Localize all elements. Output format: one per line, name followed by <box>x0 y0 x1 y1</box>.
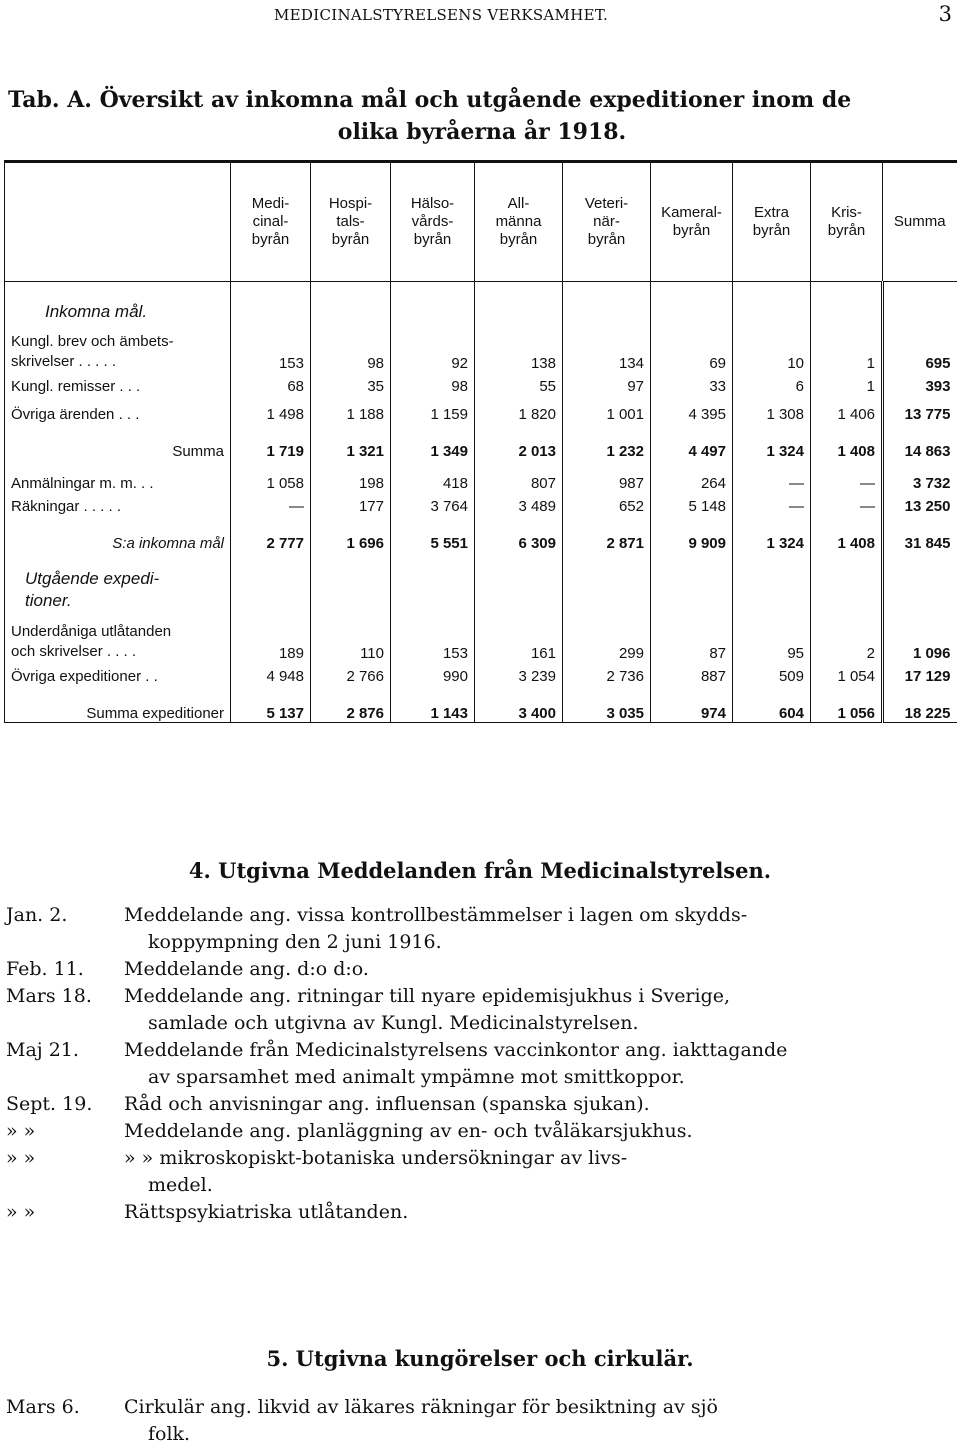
table-cell: 3 400 <box>475 690 563 723</box>
entry-text <box>124 956 960 983</box>
entry-text <box>124 1199 960 1226</box>
table-row <box>5 322 957 372</box>
table-cell: 652 <box>563 492 651 520</box>
column-header: Kris- byrån <box>811 162 883 282</box>
row-sum-cell <box>883 282 957 323</box>
table-cell: 1 324 <box>733 520 811 552</box>
table-cell: 98 <box>391 372 475 400</box>
entry-text-line2: samlade och utgivna av Kungl. Medicinalstyrelsen. <box>148 1012 639 1034</box>
table-cell: 2 736 <box>563 662 651 690</box>
table-cell: 5 137 <box>231 690 311 723</box>
row-sum-cell: 1 096 <box>883 612 957 662</box>
table-cell <box>311 552 391 612</box>
table-cell: 198 <box>311 460 391 492</box>
table-cell: 161 <box>475 612 563 662</box>
list-item <box>0 1199 960 1226</box>
table-cell: 1 321 <box>311 428 391 460</box>
table-cell: 1 349 <box>391 428 475 460</box>
entry-date: Sept. 19. <box>6 1093 93 1115</box>
table-cell: 5 148 <box>651 492 733 520</box>
table-cell <box>475 552 563 612</box>
table-cell: 68 <box>231 372 311 400</box>
row-sum-cell <box>883 552 957 612</box>
entry-date: » » <box>6 1120 36 1142</box>
table-cell: 1 188 <box>311 400 391 428</box>
table-cell <box>733 552 811 612</box>
table-cell: — <box>733 460 811 492</box>
row-label: Inkomna mål. <box>5 282 231 323</box>
list-item <box>0 1118 960 1145</box>
row-label: Anmälningar m. m. . . <box>5 460 231 492</box>
column-header: Extra byrån <box>733 162 811 282</box>
table-cell: 1 719 <box>231 428 311 460</box>
table-cell: 604 <box>733 690 811 723</box>
table-cell <box>311 282 391 323</box>
table-cell: 1 159 <box>391 400 475 428</box>
table-cell <box>475 282 563 323</box>
table-cell: 299 <box>563 612 651 662</box>
table-cell: 987 <box>563 460 651 492</box>
row-label: Övriga ärenden . . . <box>5 400 231 428</box>
entry-text <box>124 902 960 956</box>
list-item <box>0 902 960 956</box>
table-cell: 5 551 <box>391 520 475 552</box>
table-cell: — <box>733 492 811 520</box>
section5-heading: 5. Utgivna kungörelser och cirkulär. <box>266 1346 694 1371</box>
row-label: Underdåniga utlåtanden och skrivelser . . . . <box>5 612 231 662</box>
entry-text-line1: Meddelande från Medicinalstyrelsens vaccinkontor ang. iakttagande <box>124 1039 788 1061</box>
row-sum-cell: 695 <box>883 322 957 372</box>
entry-text <box>124 983 960 1037</box>
row-sum-cell: 13 250 <box>883 492 957 520</box>
entry-text-line1: Meddelande ang. ritningar till nyare epidemisjukhus i Sverige, <box>124 985 731 1007</box>
summa-row <box>5 428 957 460</box>
table-cell: 2 777 <box>231 520 311 552</box>
table-cell <box>391 552 475 612</box>
list-item <box>0 956 960 983</box>
entry-text-line1: Meddelande ang. vissa kontrollbestämmelser i lagen om skydds- <box>124 904 748 926</box>
table-cell: 974 <box>651 690 733 723</box>
column-header: All- männa byrån <box>475 162 563 282</box>
section-row-outgoing <box>5 552 957 612</box>
section4-heading: 4. Utgivna Meddelanden från Medicinalstyrelsen. <box>188 858 772 883</box>
entry-date: » » <box>6 1201 36 1223</box>
table-cell: 4 948 <box>231 662 311 690</box>
row-sum-cell: 393 <box>883 372 957 400</box>
table-cell: 1 406 <box>811 400 883 428</box>
table-cell: 3 035 <box>563 690 651 723</box>
table-cell: 1 232 <box>563 428 651 460</box>
page-number: 3 <box>938 2 952 26</box>
column-header: Medi- cinal- byrån <box>231 162 311 282</box>
table-cell: 1 308 <box>733 400 811 428</box>
table-title-line2: olika byråerna år 1918. <box>337 119 627 145</box>
entry-text-line1: Cirkulär ang. likvid av läkares räkningar för besiktning av sjö <box>124 1396 718 1418</box>
table-cell: 6 309 <box>475 520 563 552</box>
table-row <box>5 400 957 428</box>
row-sum-cell: 31 845 <box>883 520 957 552</box>
table-cell <box>811 552 883 612</box>
table-cell: — <box>811 492 883 520</box>
section5-list <box>0 1394 960 1448</box>
table-cell <box>651 552 733 612</box>
column-header: Veteri- när- byrån <box>563 162 651 282</box>
running-title: MEDICINALSTYRELSENS VERKSAMHET. <box>274 6 609 24</box>
table-cell: 2 876 <box>311 690 391 723</box>
entry-text <box>124 1091 960 1118</box>
table-cell: 887 <box>651 662 733 690</box>
row-label: Kungl. brev och ämbets- skrivelser . . . . . <box>5 322 231 372</box>
table-cell: 189 <box>231 612 311 662</box>
table-row <box>5 612 957 662</box>
column-header: Kameral- byrån <box>651 162 733 282</box>
table-cell: 1 056 <box>811 690 883 723</box>
table-cell <box>231 552 311 612</box>
header-stub <box>5 162 231 282</box>
entry-date: Mars 6. <box>6 1396 80 1418</box>
row-sum-cell: 18 225 <box>883 690 957 723</box>
table-cell: 4 497 <box>651 428 733 460</box>
section-row-incoming <box>5 282 957 323</box>
column-header: Summa <box>883 162 957 282</box>
row-sum-cell: 13 775 <box>883 400 957 428</box>
table-cell: 138 <box>475 322 563 372</box>
table-cell <box>563 282 651 323</box>
table-row <box>5 460 957 492</box>
list-item <box>0 1091 960 1118</box>
table-cell: 1 <box>811 372 883 400</box>
table-body <box>5 282 957 723</box>
table-cell: 1 408 <box>811 520 883 552</box>
entry-text <box>124 1394 960 1448</box>
list-item <box>0 1145 960 1199</box>
entry-text <box>124 1145 960 1199</box>
row-label: Övriga expeditioner . . <box>5 662 231 690</box>
row-label: Kungl. remisser . . . <box>5 372 231 400</box>
table-cell: 418 <box>391 460 475 492</box>
table-cell: 2 766 <box>311 662 391 690</box>
table-cell: 3 239 <box>475 662 563 690</box>
table-cell: 2 <box>811 612 883 662</box>
table-cell: 264 <box>651 460 733 492</box>
table-cell: 509 <box>733 662 811 690</box>
table-title <box>8 84 956 148</box>
table-cell: 134 <box>563 322 651 372</box>
table-cell: 2 013 <box>475 428 563 460</box>
table-cell: 1 058 <box>231 460 311 492</box>
table-cell <box>231 282 311 323</box>
entry-text-line1: Meddelande ang. planläggning av en- och tvåläkarsjukhus. <box>124 1120 693 1142</box>
table-cell <box>733 282 811 323</box>
entry-date: Feb. 11. <box>6 958 84 980</box>
running-header <box>0 2 960 30</box>
list-item <box>0 1394 960 1448</box>
entry-text-line1: Rättspsykiatriska utlåtanden. <box>124 1201 409 1223</box>
table-cell: 3 489 <box>475 492 563 520</box>
entry-text-line2: koppympning den 2 juni 1916. <box>148 931 442 953</box>
total-outgoing-row <box>5 690 957 723</box>
table-cell: 4 395 <box>651 400 733 428</box>
table-cell: 69 <box>651 322 733 372</box>
entry-text-line1: » » mikroskopiskt-botaniska undersökningar av livs- <box>124 1147 628 1169</box>
table-cell: 153 <box>231 322 311 372</box>
table-cell: 2 871 <box>563 520 651 552</box>
table-cell: 1 001 <box>563 400 651 428</box>
table-cell: 97 <box>563 372 651 400</box>
list-item <box>0 983 960 1037</box>
entry-text-line1: Meddelande ang. d:o d:o. <box>124 958 369 980</box>
table-row <box>5 492 957 520</box>
table-cell: 95 <box>733 612 811 662</box>
table-cell <box>563 552 651 612</box>
table-cell: 1 054 <box>811 662 883 690</box>
table-row <box>5 662 957 690</box>
row-sum-cell: 14 863 <box>883 428 957 460</box>
table-cell: 807 <box>475 460 563 492</box>
table-cell: 177 <box>311 492 391 520</box>
row-label: S:a inkomna mål <box>5 520 231 552</box>
entry-text-line2: folk. <box>148 1423 191 1445</box>
entry-text-line1: Råd och anvisningar ang. influensan (spanska sjukan). <box>124 1093 650 1115</box>
table-cell: 1 498 <box>231 400 311 428</box>
entry-date: » » <box>6 1147 36 1169</box>
table-cell: 98 <box>311 322 391 372</box>
table-cell: 110 <box>311 612 391 662</box>
table-cell: 1 324 <box>733 428 811 460</box>
entry-text <box>124 1118 960 1145</box>
entry-text-line2: av sparsamhet med animalt ympämne mot smittkoppor. <box>148 1066 685 1088</box>
table-cell: 3 764 <box>391 492 475 520</box>
table-cell: 6 <box>733 372 811 400</box>
overview-table <box>4 160 957 723</box>
table-cell: 92 <box>391 322 475 372</box>
table-cell <box>811 282 883 323</box>
table-header-row <box>5 162 957 282</box>
row-label: Räkningar . . . . . <box>5 492 231 520</box>
entry-text <box>124 1037 960 1091</box>
table-cell: 153 <box>391 612 475 662</box>
column-header: Hälso- vårds- byrån <box>391 162 475 282</box>
table-cell: 10 <box>733 322 811 372</box>
entry-text-line2: medel. <box>148 1174 213 1196</box>
section4-list <box>0 902 960 1226</box>
table-cell <box>391 282 475 323</box>
table-title-line1: Tab. A. Översikt av inkomna mål och utgående expeditioner inom de <box>8 87 852 113</box>
table-cell: 55 <box>475 372 563 400</box>
table-cell: 87 <box>651 612 733 662</box>
row-label: Summa <box>5 428 231 460</box>
table-cell: 990 <box>391 662 475 690</box>
table-cell: 9 909 <box>651 520 733 552</box>
entry-date: Maj 21. <box>6 1039 79 1061</box>
table-cell: 33 <box>651 372 733 400</box>
row-sum-cell: 17 129 <box>883 662 957 690</box>
row-label: Summa expeditioner <box>5 690 231 723</box>
entry-date: Jan. 2. <box>6 904 68 926</box>
table-cell: — <box>231 492 311 520</box>
table-cell: 1 820 <box>475 400 563 428</box>
table-row <box>5 372 957 400</box>
table-cell: 1 <box>811 322 883 372</box>
table-cell: — <box>811 460 883 492</box>
list-item <box>0 1037 960 1091</box>
entry-date: Mars 18. <box>6 985 92 1007</box>
total-incoming-row <box>5 520 957 552</box>
table-cell: 35 <box>311 372 391 400</box>
table-cell: 1 143 <box>391 690 475 723</box>
column-header: Hospi- tals- byrån <box>311 162 391 282</box>
row-label: Utgående expedi- tioner. <box>5 552 231 612</box>
table-cell <box>651 282 733 323</box>
table-cell: 1 408 <box>811 428 883 460</box>
row-sum-cell: 3 732 <box>883 460 957 492</box>
table-cell: 1 696 <box>311 520 391 552</box>
